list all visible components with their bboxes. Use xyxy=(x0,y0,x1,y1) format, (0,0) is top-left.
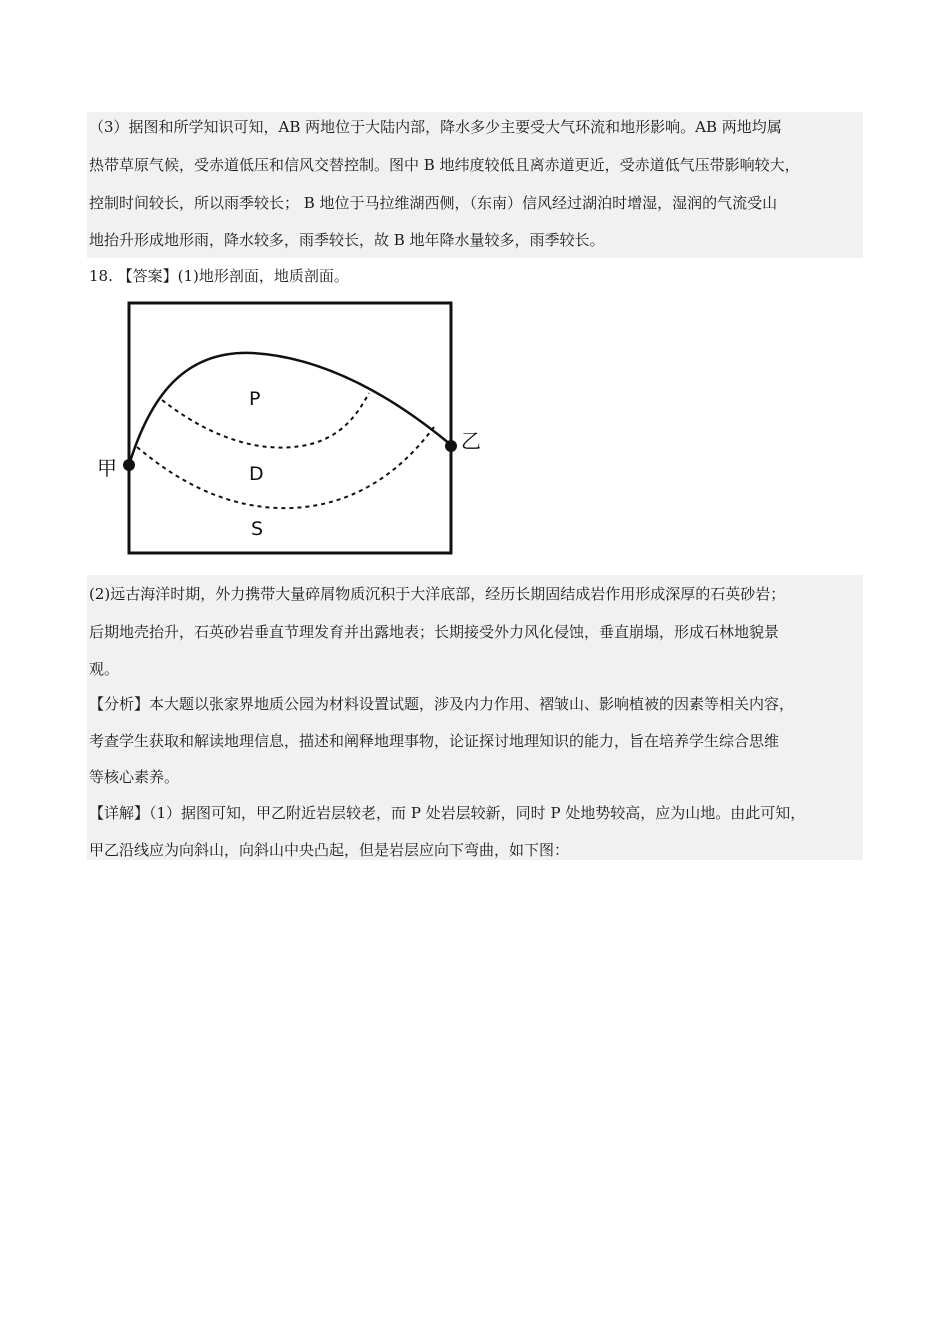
section3-line-4: 地抬升形成地形雨，降水较多，雨季较长，故 B 地年降水量较多，雨季较长。 xyxy=(89,231,605,249)
answer2-line-3: 观。 xyxy=(89,660,120,678)
analysis-line-2: 考查学生获取和解读地理信息，描述和阐释地理事物，论证探讨地理知识的能力，旨在培养学生综合思维 xyxy=(89,732,780,750)
point-yi-marker xyxy=(445,440,457,452)
label-yi: 乙 xyxy=(461,429,481,453)
p-d-boundary-dashed xyxy=(162,393,369,448)
label-jia: 甲 xyxy=(97,456,117,480)
q18-answer-line: 18. 【答案】(1)地形剖面，地质剖面。 xyxy=(89,267,349,285)
analysis-line-1: 【分析】本大题以张家界地质公园为材料设置试题，涉及内力作用、褶皱山、影响植被的因素等相关内容， xyxy=(89,695,795,713)
section3-line-3: 控制时间较长，所以雨季较长； B 地位于马拉维湖西侧，（东南）信风经过湖泊时增湿，湿润的气流受山 xyxy=(89,194,778,212)
detail-line-2: 甲乙沿线应为向斜山，向斜山中央凸起，但是岩层应向下弯曲，如下图： xyxy=(89,841,570,859)
answer2-line-2: 后期地壳抬升，石英砂岩垂直节理发育并出露地表；长期接受外力风化侵蚀，垂直崩塌，形成石林地貌景 xyxy=(89,623,780,641)
diagram-frame xyxy=(129,303,451,553)
section3-line-2: 热带草原气候，受赤道低压和信风交替控制。图中 B 地纬度较低且离赤道更近，受赤道低气压带影响较大， xyxy=(89,156,800,174)
detail-line-1: 【详解】（1）据图可知，甲乙附近岩层较老，而 P 处岩层较新，同时 P 处地势较高，应为山地。由此可知， xyxy=(89,804,806,822)
d-s-boundary-dashed xyxy=(137,427,434,508)
section3-line-1: （3）据图和所学知识可知，AB 两地位于大陆内部，降水多少主要受大气环流和地形影响。AB 两地均属 xyxy=(89,118,782,136)
point-jia-marker xyxy=(123,459,135,471)
layer-label-d: D xyxy=(249,463,264,485)
layer-label-p: P xyxy=(249,388,261,410)
answer2-line-1: (2)远古海洋时期，外力携带大量碎屑物质沉积于大洋底部，经历长期固结成岩作用形成深厚的石英砂岩； xyxy=(89,585,786,603)
analysis-line-3: 等核心素养。 xyxy=(89,768,180,786)
geologic-profile-svg xyxy=(87,295,494,563)
layer-label-s: S xyxy=(251,518,264,540)
geologic-profile-diagram xyxy=(87,295,494,563)
